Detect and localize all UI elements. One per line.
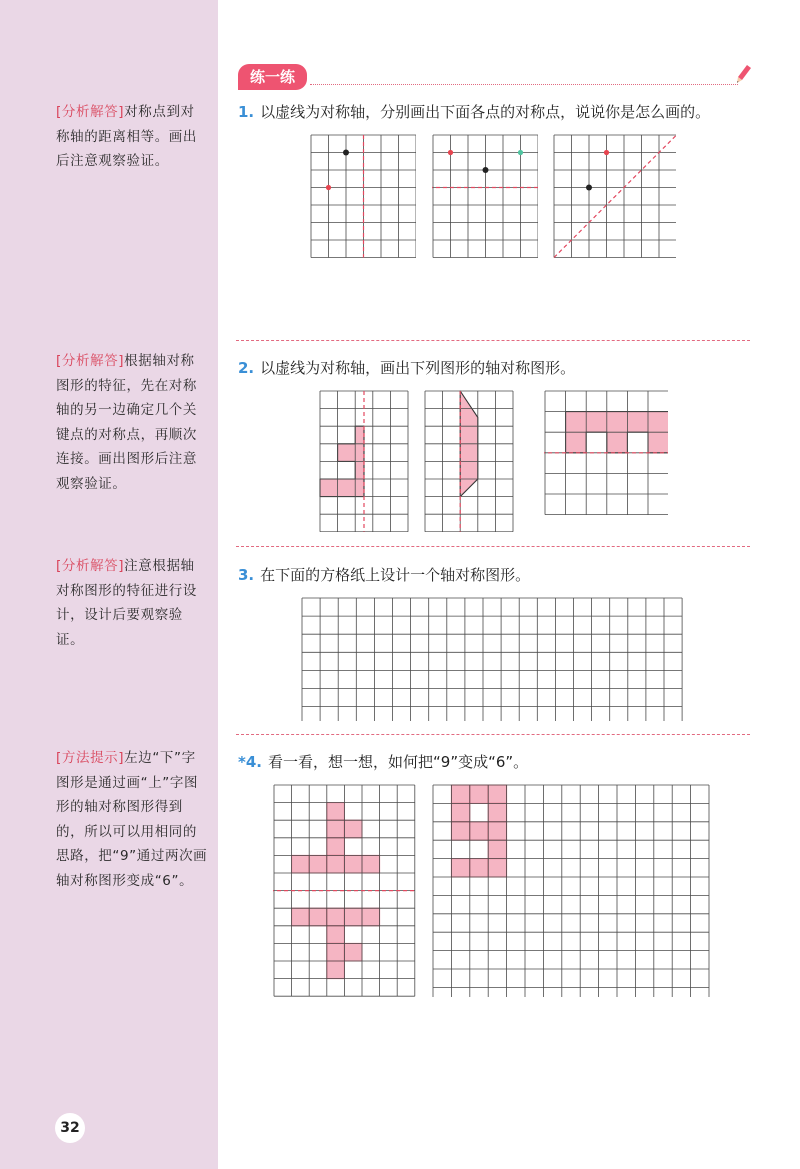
black-point [343, 150, 349, 156]
note-text: 根据轴对称图形的特征，先在对称轴的另一边确定几个关键点的对称点，再顺次连接。画出图形后注意观察验证。 [56, 353, 197, 492]
analysis-note-3 [56, 554, 208, 652]
shape-cell [470, 822, 488, 840]
red-point [326, 185, 331, 190]
shape-cell [327, 943, 345, 961]
question-number: 2. [238, 359, 255, 377]
shape-cell [327, 803, 345, 821]
shape-cell [451, 822, 469, 840]
symmetry-axis [554, 135, 676, 258]
section-title: 练一练 [238, 64, 307, 90]
q1-grid-vertical-axis[interactable] [310, 134, 416, 260]
question-1 [238, 101, 710, 122]
page-number: 32 [55, 1113, 85, 1143]
header-dotted-line [310, 84, 738, 85]
q4-grid-reference-character[interactable] [273, 784, 416, 997]
pencil-icon [736, 64, 752, 84]
question-number: 4. [245, 753, 262, 771]
shape-cell [327, 961, 345, 979]
question-text: 在下面的方格纸上设计一个轴对称图形。 [260, 566, 531, 584]
shape-cell [451, 785, 469, 803]
note-text: 注意根据轴对称图形的特征进行设计，设计后要观察验证。 [56, 558, 197, 648]
green-point [518, 150, 523, 155]
shape-cell [362, 855, 380, 873]
q1-grid-horizontal-axis[interactable] [432, 134, 538, 260]
note-tag: [分析解答] [56, 353, 125, 369]
q2-grid-shape-left[interactable] [319, 390, 409, 532]
shape-cell [488, 785, 506, 803]
shape-cell [451, 859, 469, 877]
question-text: 以虚线为对称轴，分别画出下面各点的对称点，说说你是怎么画的。 [260, 103, 711, 121]
shape-cell [309, 855, 327, 873]
note-text: 对称点到对称轴的距离相等。画出后注意观察验证。 [56, 104, 197, 169]
q4-grid-nine-to-six[interactable] [432, 784, 711, 997]
shape-cell [292, 855, 310, 873]
question-2 [238, 357, 575, 378]
black-point [586, 185, 592, 191]
shape-cell [292, 908, 310, 926]
shape-cell [470, 859, 488, 877]
q3-design-grid[interactable] [301, 597, 686, 721]
question-4 [238, 751, 528, 772]
shape-cell [470, 785, 488, 803]
shape-cell [309, 908, 327, 926]
shape-cell [488, 803, 506, 821]
section-divider [236, 546, 750, 547]
shape-cell [327, 838, 345, 856]
shape-cell [488, 822, 506, 840]
shape-cell [362, 908, 380, 926]
question-number: 1. [238, 103, 255, 121]
section-divider [236, 734, 750, 735]
q2-grid-shape-middle[interactable] [424, 390, 514, 532]
shape-cell [327, 908, 345, 926]
shape-cell [488, 840, 506, 858]
q2-grid-shape-right[interactable] [544, 390, 668, 532]
shape-cell [451, 803, 469, 821]
method-tip-note [56, 746, 208, 893]
note-tag: [方法提示] [56, 750, 125, 766]
shape-cell [327, 926, 345, 944]
black-point [483, 167, 489, 173]
note-text: 左边“下”字图形是通过画“上”字图形的轴对称图形得到的，所以可以用相同的思路，把“9”通过两次画轴对称图形变成“6”。 [56, 750, 208, 889]
section-header [238, 64, 307, 90]
shape-cell [488, 859, 506, 877]
section-divider [236, 340, 750, 341]
red-point [604, 150, 609, 155]
analysis-note-1 [56, 100, 208, 174]
sidebar [0, 0, 218, 1169]
question-text: 以虚线为对称轴，画出下列图形的轴对称图形。 [260, 359, 576, 377]
shape-cell [344, 943, 362, 961]
shape-cell [327, 820, 345, 838]
optional-star: * [238, 753, 246, 771]
shape-cell [327, 855, 345, 873]
analysis-note-2 [56, 349, 208, 496]
note-tag: [分析解答] [56, 104, 125, 120]
shape-cell [344, 820, 362, 838]
q1-grid-diagonal-axis[interactable] [553, 134, 676, 260]
shape-cell [344, 855, 362, 873]
question-number: 3. [238, 566, 255, 584]
shape-cell [344, 908, 362, 926]
question-text: 看一看，想一想，如何把“9”变成“6”。 [268, 753, 529, 771]
red-point [448, 150, 453, 155]
note-tag: [分析解答] [56, 558, 125, 574]
question-3 [238, 564, 530, 585]
